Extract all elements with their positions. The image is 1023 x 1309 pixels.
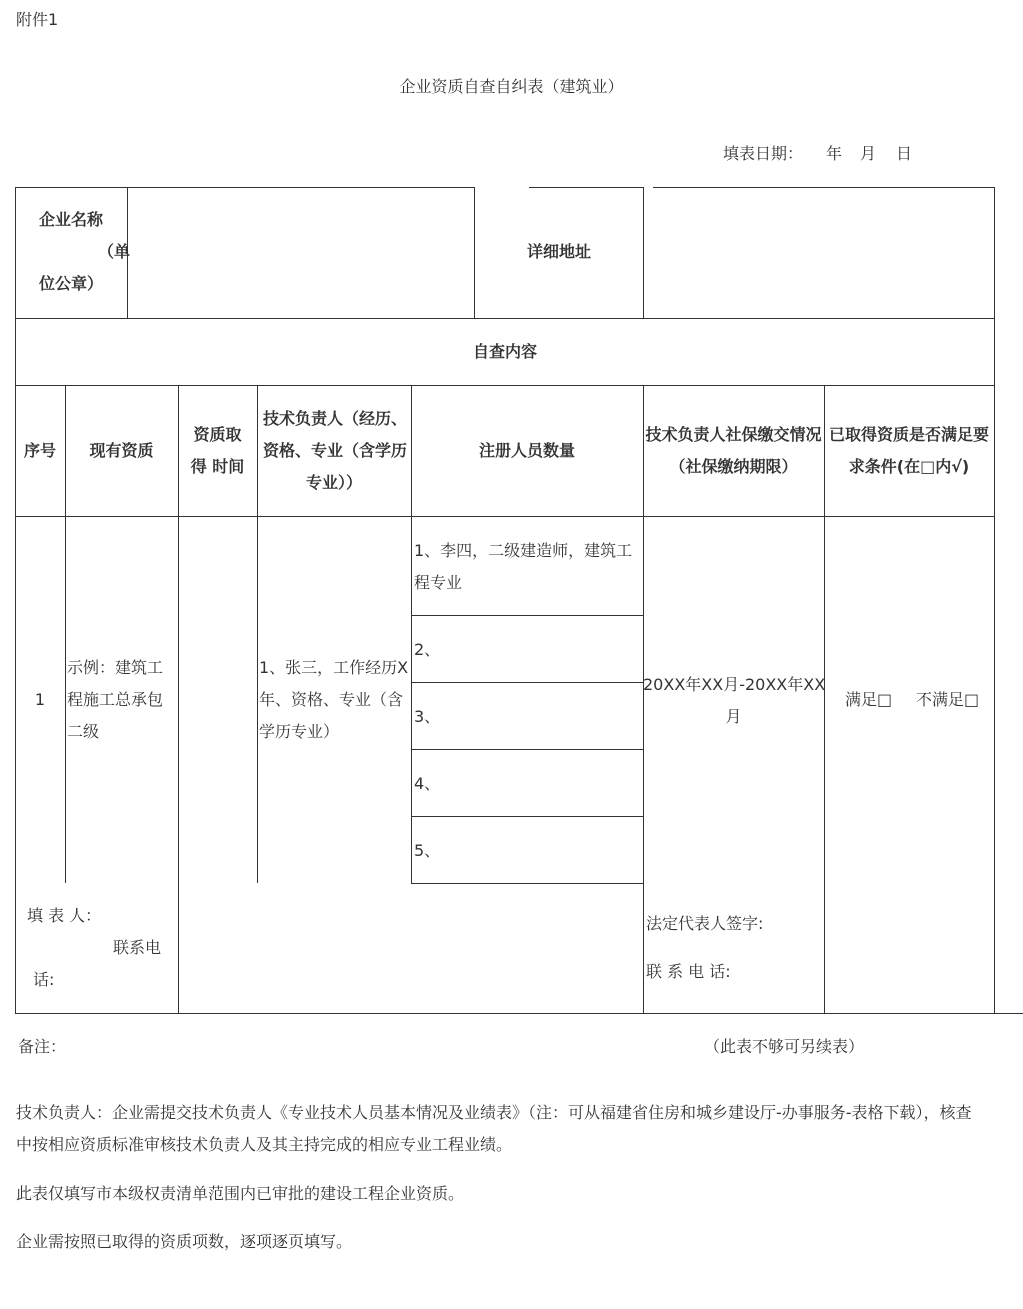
registered-item-4: 4、 — [414, 774, 441, 793]
col-header-meet: 已取得资质是否满足要 — [828, 425, 989, 444]
registered-item-2: 2、 — [414, 640, 441, 659]
col-header-social: 技术负责人社保缴交情况 — [645, 425, 822, 444]
note-paragraph-1-cont: 中按相应资质标准审核技术负责人及其主持完成的相应专业工程业绩。 — [16, 1135, 513, 1154]
meet-yes-checkbox[interactable]: 满足□ — [845, 690, 893, 709]
address-label: 详细地址 — [526, 242, 591, 261]
col-header-meet-cont: 求条件(在□内√) — [848, 457, 970, 476]
meet-no-checkbox[interactable]: 不满足□ — [916, 690, 980, 709]
registered-item-3: 3、 — [414, 707, 441, 726]
filler-field[interactable] — [179, 884, 643, 1013]
col-header-qualification: 现有资质 — [89, 441, 154, 460]
note-paragraph-1: 技术负责人：企业需提交技术负责人《专业技术人员基本情况及业绩表》（注：可从福建省住房和城乡建设厅-办事服务-表格下载），核查 — [16, 1103, 972, 1122]
remark-label: 备注： — [18, 1037, 67, 1056]
row-tech: 1、张三，工作经历X — [259, 658, 409, 677]
filler-label: 填 表 人： — [27, 906, 102, 925]
address-field[interactable] — [644, 188, 994, 318]
company-seal-label: 位公章） — [39, 274, 104, 293]
row-qualification-cont: 程施工总承包 — [67, 690, 164, 709]
fill-date-month: 月 — [860, 144, 877, 163]
col-header-tech-cont: 资格、专业（含学历 — [263, 441, 408, 460]
col-header-tech-end: 专业）） — [305, 473, 362, 492]
attachment-label: 附件1 — [16, 10, 59, 29]
legal-rep-signature-label: 法定代表人签字: — [646, 914, 764, 933]
fill-date-day: 日 — [896, 144, 913, 163]
row-tech-cont: 年、资格、专业（含 — [259, 690, 404, 709]
registered-item-1: 1、李四，二级建造师，建筑工 — [414, 541, 633, 560]
registered-item-1-cont: 程专业 — [414, 573, 463, 592]
row-tech-end: 学历专业） — [259, 722, 340, 741]
note-paragraph-2: 此表仅填写市本级权责清单范围内已审批的建设工程企业资质。 — [16, 1184, 465, 1203]
col-header-social-cont: （社保缴纳期限） — [669, 457, 798, 476]
row-qualification: 示例：建筑工 — [67, 658, 164, 677]
company-name-label-cont: （单 — [98, 242, 131, 261]
row-time-field[interactable] — [179, 517, 257, 883]
filler-phone-label-cont: 话: — [33, 970, 55, 989]
company-name-field[interactable] — [128, 188, 474, 318]
contact-phone-label: 联 系 电 话: — [646, 962, 731, 981]
row-seq: 1 — [34, 690, 46, 709]
col-header-seq: 序号 — [23, 441, 56, 460]
form-title: 企业资质自查自纠表（建筑业） — [399, 77, 624, 96]
registered-item-5: 5、 — [414, 841, 441, 860]
col-header-time-cont: 得 时间 — [190, 457, 245, 476]
row-social: 20XX年XX月-20XX年XX — [643, 675, 826, 694]
filler-phone-label: 联系电 — [113, 938, 162, 957]
col-header-registered: 注册人员数量 — [478, 441, 575, 460]
section-title: 自查内容 — [472, 342, 537, 361]
company-name-label: 企业名称 — [39, 210, 104, 229]
col-header-tech: 技术负责人（经历、 — [263, 409, 408, 428]
fill-date-year: 年 — [826, 144, 843, 163]
fill-date-label: 填表日期： — [723, 144, 804, 163]
continue-note: （此表不够可另续表） — [704, 1037, 865, 1056]
col-header-time: 资质取 — [193, 425, 242, 444]
note-paragraph-3: 企业需按照已取得的资质项数，逐项逐页填写。 — [16, 1232, 353, 1251]
row-qualification-end: 二级 — [67, 722, 100, 741]
row-social-cont: 月 — [725, 707, 742, 726]
